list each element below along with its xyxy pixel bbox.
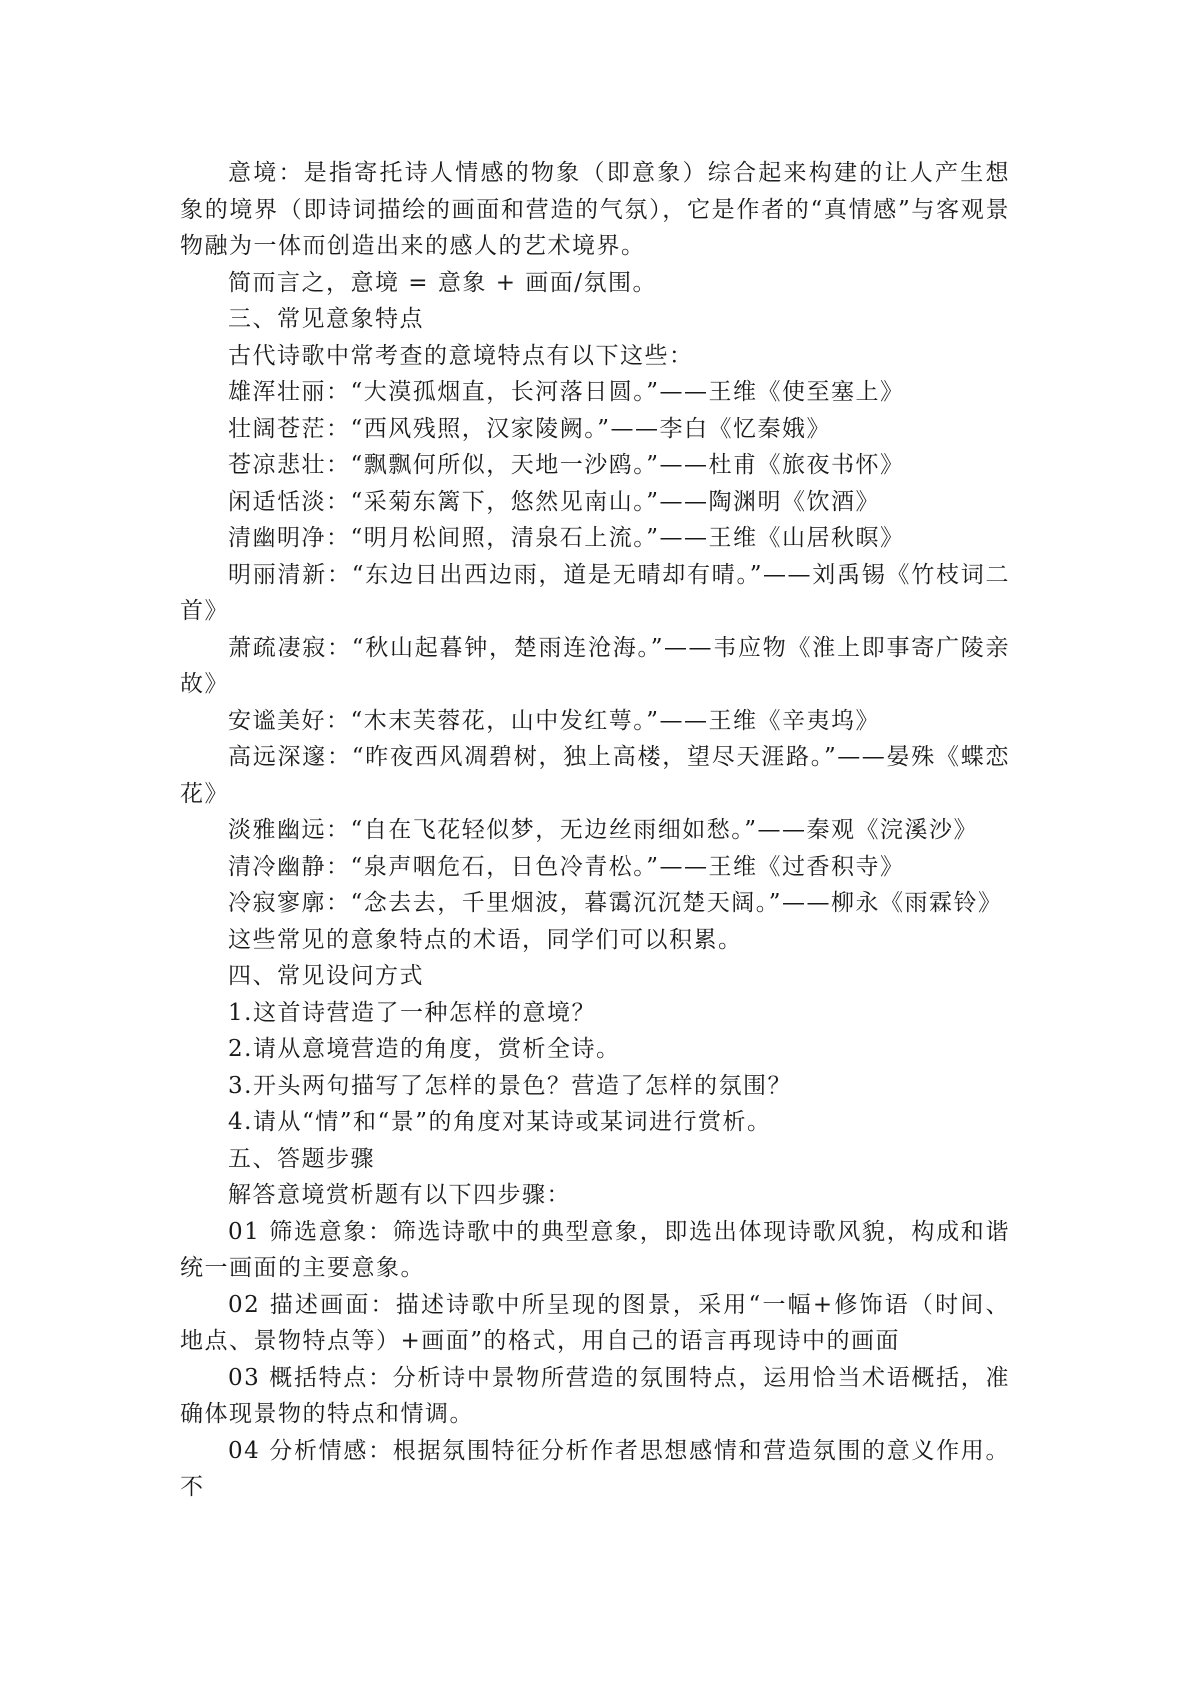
step-item: 01 筛选意象：筛选诗歌中的典型意象，即选出体现诗歌风貌，构成和谐统一画面的主要意象。 — [180, 1218, 1010, 1281]
question-item: 2.请从意境营造的角度，赏析全诗。 — [228, 1036, 621, 1062]
question-item: 3.开头两句描写了怎样的景色？营造了怎样的氛围？ — [228, 1072, 792, 1099]
feature-item: 壮阔苍茫：“西风残照，汉家陵阙。”——李白《忆秦娥》 — [228, 415, 832, 442]
feature-item: 高远深邃：“昨夜西风凋碧树，独上高楼，望尽天涯路。”——晏殊《蝶恋花》 — [180, 744, 1010, 807]
section-heading-3: 三、常见意象特点 — [228, 306, 424, 332]
question-item: 4.请从“情”和“景”的角度对某诗或某词进行赏析。 — [228, 1109, 772, 1135]
feature-item: 雄浑壮丽：“大漠孤烟直，长河落日圆。”——王维《使至塞上》 — [228, 379, 905, 405]
paragraph-intro-features: 古代诗歌中常考查的意境特点有以下这些： — [228, 342, 694, 369]
feature-item: 冷寂寥廓：“念去去，千里烟波，暮霭沉沉楚天阔。”——柳永《雨霖铃》 — [228, 890, 1003, 916]
feature-item: 苍凉悲壮：“飘飘何所似，天地一沙鸥。”——杜甫《旅夜书怀》 — [228, 452, 905, 478]
document-body — [180, 155, 1010, 1506]
step-item: 02 描述画面：描述诗歌中所呈现的图景，采用“一幅+修饰语（时间、地点、景物特点等）+画面”的格式，用自己的语言再现诗中的画面 — [180, 1291, 1010, 1354]
feature-item: 清幽明净：“明月松间照，清泉石上流。”——王维《山居秋暝》 — [228, 525, 905, 551]
feature-item: 萧疏凄寂：“秋山起暮钟，楚雨连沧海。”——韦应物《淮上即事寄广陵亲故》 — [180, 634, 1010, 697]
feature-item: 明丽清新：“东边日出西边雨，道是无晴却有晴。”——刘禹锡《竹枝词二首》 — [180, 561, 1010, 624]
feature-item: 淡雅幽远：“自在飞花轻似梦，无边丝雨细如愁。”——秦观《浣溪沙》 — [228, 817, 979, 843]
paragraph-steps-intro: 解答意境赏析题有以下四步骤： — [228, 1182, 571, 1208]
step-item: 04 分析情感：根据氛围特征分析作者思想感情和营造氛围的意义作用。不 — [180, 1437, 1010, 1500]
feature-item: 安谧美好：“木末芙蓉花，山中发红萼。”——王维《辛夷坞》 — [228, 707, 881, 734]
paragraph-summary-formula: 简而言之，意境 = 意象 + 画面/氛围。 — [228, 269, 658, 296]
step-item: 03 概括特点：分析诗中景物所营造的氛围特点，运用恰当术语概括，准确体现景物的特点和情调。 — [180, 1364, 1010, 1427]
section-heading-4: 四、常见设问方式 — [228, 963, 424, 989]
paragraph-yijing-definition: 意境：是指寄托诗人情感的物象（即意象）综合起来构建的让人产生想象的境界（即诗词描绘的画面和营造的气氛），它是作者的“真情感”与客观景物融为一体而创造出来的感人的艺术境界。 — [180, 160, 1010, 259]
feature-item: 闲适恬淡：“采菊东篱下，悠然见南山。”——陶渊明《饮酒》 — [228, 488, 881, 515]
feature-item: 清冷幽静：“泉声咽危石，日色冷青松。”——王维《过香积寺》 — [228, 853, 905, 880]
question-item: 1.这首诗营造了一种怎样的意境？ — [228, 999, 596, 1026]
section-heading-5: 五、答题步骤 — [228, 1145, 375, 1172]
paragraph-accumulate-note: 这些常见的意象特点的术语，同学们可以积累。 — [228, 926, 743, 953]
